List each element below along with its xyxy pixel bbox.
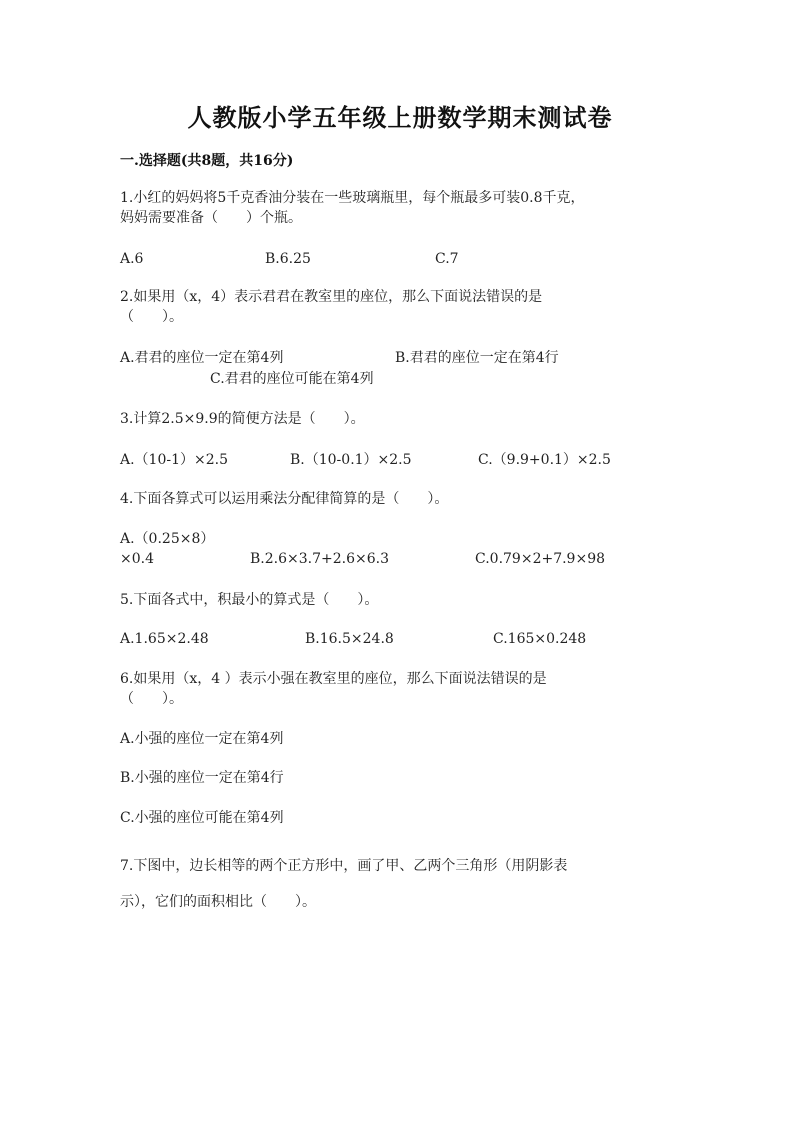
- question-4-option-b: B.2.6×3.7+2.6×6.3: [250, 551, 389, 567]
- question-4-option-a-line-2: ×0.4: [120, 551, 154, 567]
- page-title: 人教版小学五年级上册数学期末测试卷: [187, 103, 613, 132]
- question-6-line-1: 6.如果用（x，4 ）表示小强在教室里的座位，那么下面说法错误的是: [120, 671, 547, 687]
- question-5-line-1: 5.下面各式中，积最小的算式是（ ）。: [120, 592, 379, 608]
- question-7-line-2: 示），它们的面积相比（ ）。: [120, 894, 316, 910]
- question-1: [120, 188, 680, 228]
- question-5-option-a: A.1.65×2.48: [120, 631, 209, 647]
- question-3: [120, 409, 680, 429]
- question-3-option-b: B.（10-0.1）×2.5: [290, 452, 412, 468]
- question-2: [120, 287, 680, 327]
- question-1-line-2: 妈妈需要准备（ ）个瓶。: [120, 210, 302, 226]
- question-6: [120, 669, 680, 709]
- question-6-option-c: C.小强的座位可能在第4列: [120, 810, 284, 826]
- question-1-option-c: C.7: [435, 251, 459, 267]
- question-5-option-c: C.165×0.248: [493, 631, 587, 647]
- question-2-line-1: 2.如果用（x，4）表示君君在教室里的座位，那么下面说法错误的是: [120, 289, 543, 305]
- question-2-line-2: （ ）。: [120, 309, 183, 325]
- question-1-option-b: B.6.25: [265, 251, 311, 267]
- question-5-option-b: B.16.5×24.8: [305, 631, 394, 647]
- question-4-option-c: C.0.79×2+7.9×98: [475, 551, 606, 567]
- question-3-option-a: A.（10-1）×2.5: [120, 452, 229, 468]
- question-3-line-1: 3.计算2.5×9.9的简便方法是（ ）。: [120, 411, 365, 427]
- question-3-option-c: C.（9.9+0.1）×2.5: [478, 452, 611, 468]
- question-4-option-a-line-1: A.（0.25×8）: [120, 531, 215, 547]
- question-6-line-2: （ ）。: [120, 691, 183, 707]
- section-heading: 一.选择题(共8题，共16分): [120, 153, 294, 169]
- question-1-option-a: A.6: [120, 251, 144, 267]
- question-1-line-1: 1.小红的妈妈将5千克香油分装在一些玻璃瓶里，每个瓶最多可装0.8千克，: [120, 190, 585, 206]
- question-2-option-b: B.君君的座位一定在第4行: [395, 350, 559, 366]
- question-4-line-1: 4.下面各算式可以运用乘法分配律简算的是（ ）。: [120, 491, 449, 507]
- question-7: [120, 848, 680, 920]
- question-2-option-a: A.君君的座位一定在第4列: [120, 350, 284, 366]
- question-6-option-b: B.小强的座位一定在第4行: [120, 770, 284, 786]
- question-7-line-1: 7.下图中，边长相等的两个正方形中，画了甲、乙两个三角形（用阴影表: [120, 858, 568, 874]
- question-4: [120, 489, 680, 509]
- question-6-option-a: A.小强的座位一定在第4列: [120, 731, 284, 747]
- question-2-option-c: C.君君的座位可能在第4列: [210, 371, 374, 387]
- question-4-option-a: [120, 529, 214, 569]
- question-5: [120, 590, 680, 610]
